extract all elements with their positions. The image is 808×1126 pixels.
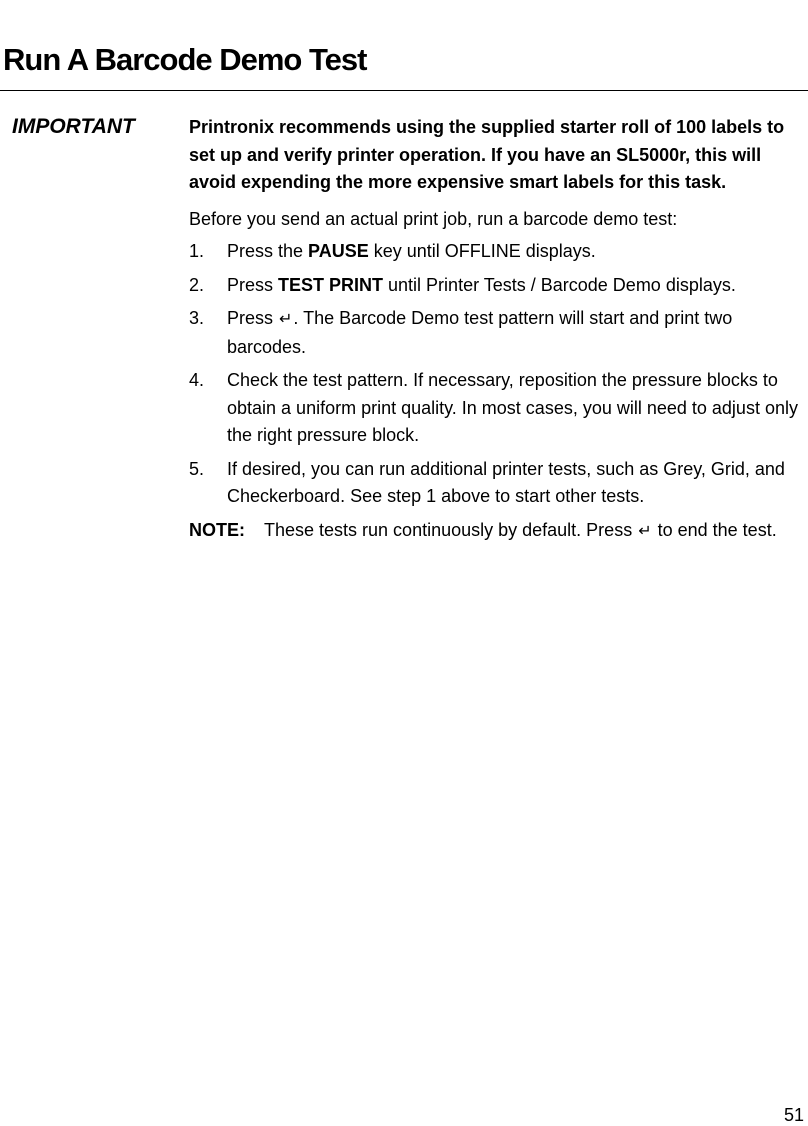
step-text: Press <box>227 274 279 295</box>
step-item <box>189 367 805 450</box>
step-number: 1. <box>189 241 205 261</box>
enter-key-icon: ↵ <box>638 522 652 540</box>
important-label: IMPORTANT <box>12 115 135 138</box>
title-rule <box>0 90 808 91</box>
step-list <box>189 238 805 511</box>
enter-key-icon: ↵ <box>279 311 293 328</box>
page-number: 51 <box>783 1105 804 1125</box>
step-text: until Printer Tests / Barcode Demo displays. <box>383 274 736 295</box>
important-text: Printronix recommends using the supplied starter roll of 100 labels to set up and verify printer operation. If you have an SL5000r, this will avoid expending the more expensive smart labels for this task. <box>189 117 785 192</box>
step-item <box>189 456 805 511</box>
note-text: These tests run continuously by default. Press <box>264 519 638 540</box>
step-text: If desired, you can run additional printer tests, such as Grey, Grid, and Checkerboard. See step 1 above to start other tests. <box>227 458 785 506</box>
page-title: Run A Barcode Demo Test <box>3 42 367 77</box>
step-text: Press <box>227 308 279 328</box>
step-text: Press the <box>227 241 309 261</box>
note-label: NOTE: <box>189 519 245 540</box>
note-text: to end the test. <box>652 519 777 540</box>
step-number: 3. <box>189 308 205 328</box>
step-item <box>189 272 805 300</box>
step-number: 5. <box>189 458 205 479</box>
content-body <box>189 114 805 545</box>
step-text: key until OFFLINE displays. <box>368 241 596 261</box>
intro-text: Before you send an actual print job, run a barcode demo test: <box>189 208 678 229</box>
step-number: 4. <box>189 370 205 390</box>
step-number: 2. <box>189 274 205 295</box>
step-text: . The Barcode Demo test pattern will start and print two barcodes. <box>227 308 733 357</box>
note <box>189 517 805 546</box>
step-text: Check the test pattern. If necessary, reposition the pressure blocks to obtain a uniform print quality. In most cases, you will need to adjust only the right pressure block. <box>227 370 798 445</box>
step-item <box>189 238 805 266</box>
step-item <box>189 305 805 361</box>
key-name-test-print: TEST PRINT <box>278 274 384 295</box>
key-name-pause: PAUSE <box>308 241 369 261</box>
